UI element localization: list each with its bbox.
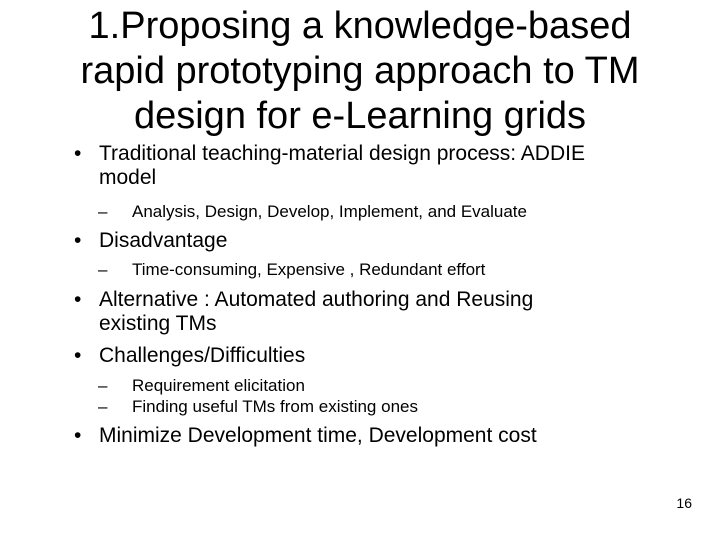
bullet-item — [74, 288, 694, 336]
dash-glyph: – — [98, 376, 108, 395]
bullet-glyph: • — [74, 142, 82, 165]
sub-bullet-item — [74, 201, 694, 222]
sub-bullet-text: Time-consuming, Expensive , Redundant effort — [132, 260, 486, 279]
bullet-text: model — [99, 166, 157, 189]
bullet-list — [74, 142, 694, 448]
sub-bullet-text: Analysis, Design, Develop, Implement, and Evaluate — [132, 202, 527, 221]
dash-glyph: – — [98, 397, 108, 416]
slide-title — [30, 4, 690, 139]
dash-glyph: – — [98, 202, 108, 221]
bullet-glyph: • — [74, 424, 82, 447]
bullet-text: existing TMs — [99, 312, 217, 335]
bullet-text: Challenges/Difficulties — [99, 344, 306, 367]
bullet-item — [74, 142, 694, 190]
bullet-glyph: • — [74, 229, 82, 252]
bullet-text: Alternative : Automated authoring and Reusing — [99, 288, 534, 311]
sub-bullet-text: Requirement elicitation — [132, 376, 305, 395]
bullet-text: Minimize Development time, Development cost — [99, 424, 537, 447]
sub-bullet-item — [74, 375, 694, 396]
title-line: design for e-Learning grids — [133, 95, 587, 137]
sub-bullet-item — [74, 396, 694, 417]
bullet-text: Disadvantage — [99, 229, 228, 252]
sub-bullet-text: Finding useful TMs from existing ones — [132, 397, 418, 416]
title-line: rapid prototyping approach to TM — [80, 50, 640, 92]
dash-glyph: – — [98, 260, 108, 279]
bullet-glyph: • — [74, 344, 82, 367]
bullet-item — [74, 424, 694, 448]
bullet-glyph: • — [74, 288, 82, 311]
bullet-item — [74, 344, 694, 368]
bullet-item — [74, 229, 694, 253]
sub-bullet-item — [74, 259, 694, 280]
bullet-text: Traditional teaching-material design process: ADDIE — [99, 142, 585, 165]
page-number: 16 — [676, 495, 692, 511]
title-line: 1.Proposing a knowledge-based — [88, 5, 632, 47]
